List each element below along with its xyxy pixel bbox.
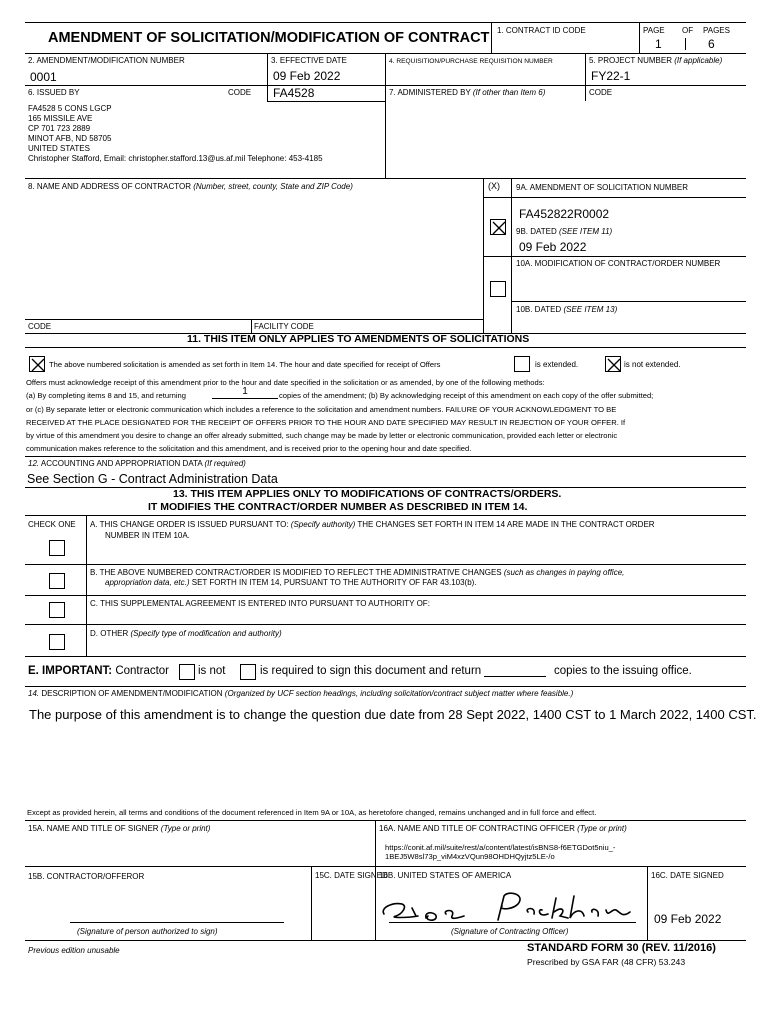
important-label: E. IMPORTANT: Contractor	[28, 665, 170, 677]
modification-contract-label: 10A. MODIFICATION OF CONTRACT/ORDER NUMBER	[516, 259, 721, 268]
except-text: Except as provided herein, all terms and conditions of the document referenced in Item 9A or 10A, as heretofore changed, remains unchanged and in full force and effect.	[27, 808, 597, 817]
extended-checkbox[interactable]	[514, 356, 530, 372]
top-border	[25, 22, 746, 23]
x-mark-icon	[30, 357, 46, 373]
item12-label: 12. ACCOUNTING AND APPROPRIATION DATA (If required)	[28, 459, 246, 468]
issued-by-label: 6. ISSUED BY	[28, 88, 80, 97]
item13b-line2: appropriation data, etc.) SET FORTH IN ITEM 14, PURSUANT TO THE AUTHORITY OF FAR 43.103(b).	[105, 578, 477, 587]
previous-edition-note: Previous edition unusable	[28, 946, 120, 955]
officer-url-line2: 1BEJ5W8sl73p_viM4xzVQun98OHDHQyjtz5LE-/o	[385, 852, 555, 861]
amend-number-label: 2. AMENDMENT/MODIFICATION NUMBER	[28, 56, 185, 65]
facility-code-label: FACILITY CODE	[254, 322, 314, 331]
dated-9b-value: 09 Feb 2022	[519, 240, 587, 254]
is-required-checkbox[interactable]	[240, 664, 256, 680]
contractor-label: 8. NAME AND ADDRESS OF CONTRACTOR (Number, street, county, State and ZIP Code)	[28, 182, 353, 191]
copies-blank[interactable]	[484, 676, 546, 677]
officer-date-signed-label: 16C. DATE SIGNED	[651, 871, 724, 880]
is-not-checkbox[interactable]	[179, 664, 195, 680]
not-extended-checkbox[interactable]	[605, 356, 621, 372]
item13-title2: IT MODIFIES THE CONTRACT/ORDER NUMBER AS DESCRIBED IN ITEM 14.	[148, 501, 528, 513]
dated-10b-label: 10B. DATED (SEE ITEM 13)	[516, 305, 618, 314]
page-label: PAGE	[643, 26, 665, 35]
extended-label: is extended.	[535, 360, 579, 369]
item13a-line2: NUMBER IN ITEM 10A.	[105, 531, 190, 540]
effective-date-value: 09 Feb 2022	[273, 69, 341, 83]
issued-code-label: CODE	[228, 88, 252, 97]
contractor-signature-caption: (Signature of person authorized to sign)	[77, 927, 218, 936]
copies-returned-value: 1	[242, 386, 248, 397]
usa-label: 16B. UNITED STATES OF AMERICA	[379, 871, 512, 880]
contractor-code-label: CODE	[28, 322, 52, 331]
check-one-label: CHECK ONE	[28, 520, 76, 529]
issued-code-value: FA4528	[273, 86, 315, 100]
item11-para6: communication makes reference to the solicitation and this amendment, and is received prior to the opening hour and date specified.	[26, 444, 472, 453]
contractor-date-signed-label: 15C. DATE SIGNED	[315, 871, 388, 880]
of-label: OF	[682, 26, 694, 35]
item9-checkbox[interactable]	[490, 219, 506, 235]
is-required-label: is required to sign this document and return	[260, 665, 482, 677]
divider	[491, 22, 492, 53]
form-title: AMENDMENT OF SOLICITATION/MODIFICATION OF CONTRACT	[48, 30, 490, 46]
item11-para4: RECEIVED AT THE PLACE DESIGNATED FOR THE RECEIPT OF OFFERS PRIOR TO THE HOUR AND DATE SPECIFIED MAY RESULT IN REJECTION OF YOUR OFFER. If	[26, 418, 626, 427]
x-column-label: (X)	[488, 181, 500, 191]
standard-form-label: STANDARD FORM 30 (REV. 11/2016)	[527, 942, 716, 954]
item13a-line1: A. THIS CHANGE ORDER IS ISSUED PURSUANT TO: (Specify authority) THE CHANGES SET FORTH IN ITEM 14 ARE MADE IN THE CONTRACT ORDER	[90, 520, 655, 529]
amendment-solicitation-label: 9A. AMENDMENT OF SOLICITATION NUMBER	[516, 183, 689, 192]
item11-para1: Offers must acknowledge receipt of this amendment prior to the hour and date specified in the solicitation or as amended, by one of the following methods:	[26, 378, 545, 387]
pages-value: 6	[708, 37, 715, 51]
item13a-checkbox[interactable]	[49, 540, 65, 556]
effective-date-label: 3. EFFECTIVE DATE	[271, 56, 347, 65]
item13b-checkbox[interactable]	[49, 573, 65, 589]
is-not-label: is not	[198, 665, 226, 677]
page-value: 1	[655, 37, 662, 51]
admin-code-label: CODE	[589, 88, 613, 97]
item11-para5: by virtue of this amendment you desire to change an offer already submitted, such change may be made by letter or electronic communication, provided each letter or electronic	[26, 431, 618, 440]
dated-9b-label: 9B. DATED (SEE ITEM 11)	[516, 227, 613, 236]
item11-line1: The above numbered solicitation is amended as set forth in Item 14. The hour and date specified for receipt of Offers	[49, 360, 441, 369]
item13c-checkbox[interactable]	[49, 602, 65, 618]
prescribed-by-label: Prescribed by GSA FAR (48 CFR) 53.243	[527, 957, 686, 967]
item10-checkbox[interactable]	[490, 281, 506, 297]
requisition-label: 4. REQUISITION/PURCHASE REQUISITION NUMBER	[389, 58, 553, 65]
x-mark-icon	[491, 220, 507, 236]
contract-id-label: 1. CONTRACT ID CODE	[497, 26, 586, 35]
issuer-address: FA4528 5 CONS LGCP 165 MISSILE AVE CP 701 723 2889 MINOT AFB, ND 58705 UNITED STATES Christopher Stafford, Email: christopher.stafford.13@us.af.mil Telephone: 453-4185	[28, 104, 323, 163]
contractor-offeror-label: 15B. CONTRACTOR/OFFEROR	[28, 872, 145, 881]
item13-title1: 13. THIS ITEM APPLIES ONLY TO MODIFICATIONS OF CONTRACTS/ORDERS.	[173, 488, 562, 500]
officer-url-line1: https://conit.af.mil/suite/rest/a/content/latest/isBNS8-f6ETGDot5niu_-	[385, 843, 616, 852]
item11-para2a: (a) By completing items 8 and 15, and returning	[26, 391, 186, 400]
copies-label: copies to the issuing office.	[554, 665, 692, 677]
amended-checkbox[interactable]	[29, 356, 45, 372]
officer-date-signed-value: 09 Feb 2022	[654, 912, 722, 926]
item13c-line: C. THIS SUPPLEMENTAL AGREEMENT IS ENTERED INTO PURSUANT TO AUTHORITY OF:	[90, 599, 430, 608]
divider	[639, 22, 640, 53]
officer-signature-caption: (Signature of Contracting Officer)	[451, 927, 569, 936]
amend-number-value: 0001	[30, 70, 57, 84]
item11-title: 11. THIS ITEM ONLY APPLIES TO AMENDMENTS OF SOLICITATIONS	[187, 333, 530, 345]
pages-label: PAGES	[703, 26, 730, 35]
officer-name-label: 16A. NAME AND TITLE OF CONTRACTING OFFICER (Type or print)	[379, 824, 627, 833]
not-extended-label: is not extended.	[624, 360, 681, 369]
item13b-line1: B. THE ABOVE NUMBERED CONTRACT/ORDER IS MODIFIED TO REFLECT THE ADMINISTRATIVE CHANGES (such as changes in paying office,	[90, 568, 625, 577]
x-mark-icon	[606, 357, 622, 373]
item13d-checkbox[interactable]	[49, 634, 65, 650]
project-number-value: FY22-1	[591, 69, 631, 83]
item12-value: See Section G - Contract Administration Data	[27, 472, 278, 486]
item11-para2b: copies of the amendment; (b) By acknowledging receipt of this amendment on each copy of the offer submitted;	[279, 391, 654, 400]
item14-label: 14. DESCRIPTION OF AMENDMENT/MODIFICATION (Organized by UCF section headings, including solicitation/contract subject matter where feasible.)	[28, 689, 574, 698]
item11-para3: or (c) By separate letter or electronic communication which includes a reference to the solicitation and amendment numbers. FAILURE OF YOUR ACKNOWLEDGMENT TO BE	[26, 405, 617, 414]
project-number-label: 5. PROJECT NUMBER (If applicable)	[589, 56, 723, 65]
amendment-solicitation-value: FA452822R0002	[519, 207, 610, 221]
signer-name-label: 15A. NAME AND TITLE OF SIGNER (Type or print)	[28, 824, 211, 833]
item14-description: The purpose of this amendment is to change the question due date from 28 Sept 2022, 1400 CST to 1 March 2022, 1400 CST.	[29, 707, 757, 722]
administered-by-label: 7. ADMINISTERED BY (If other than Item 6)	[389, 88, 546, 97]
item13d-line: D. OTHER (Specify type of modification and authority)	[90, 629, 282, 638]
